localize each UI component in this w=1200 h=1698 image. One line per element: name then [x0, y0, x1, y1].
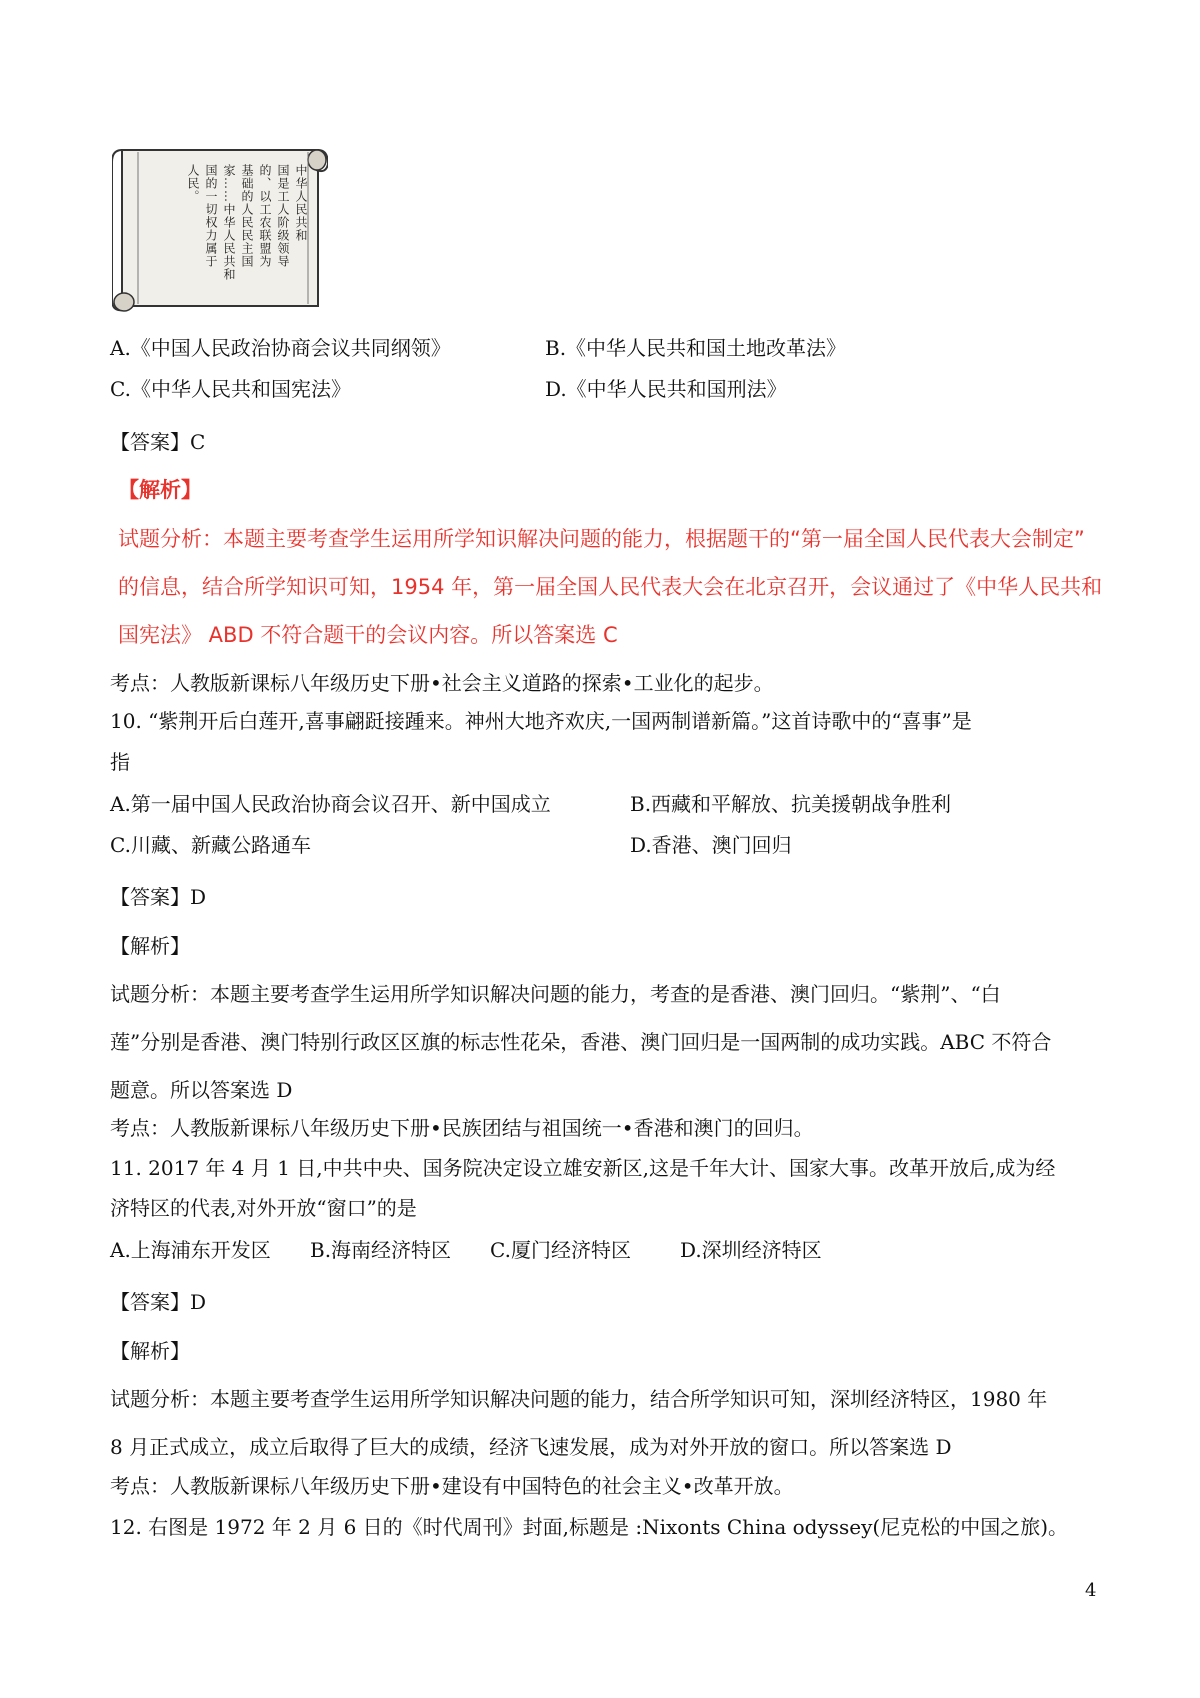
q10-stem: 10. “紫荆开后白莲开,喜事翩跹接踵来。神州大地齐欢庆,一国两制谱新篇。”这首诗歌中的“喜事”是 — [110, 709, 972, 733]
scroll-line: 的、以工农联盟为 — [258, 164, 272, 268]
q10-analysis-line: 莲”分别是香港、澳门特别行政区区旗的标志性花朵，香港、澳门回归是一国两制的成功实践。ABC 不符合 — [110, 1030, 1052, 1054]
scroll-line: 人民。 — [186, 164, 200, 203]
q10-option-a: A.第一届中国人民政治协商会议召开、新中国成立 — [110, 792, 551, 816]
q9-analysis-title: 【解析】 — [118, 478, 202, 502]
constitution-scroll-image — [112, 142, 328, 314]
q9-analysis-line: 的信息，结合所学知识可知，1954 年，第一届全国人民代表大会在北京召开，会议通过了《中华人民共和 — [118, 575, 1103, 599]
scroll-line: 家……中华人民共和 — [222, 164, 236, 281]
q11-stem: 济特区的代表,对外开放“窗口”的是 — [110, 1196, 417, 1220]
page-number: 4 — [1085, 1580, 1097, 1601]
q12-stem: 12. 右图是 1972 年 2 月 6 日的《时代周刊》封面,标题是 :Nixonts China odyssey(尼克松的中国之旅)。 — [110, 1515, 1069, 1539]
q11-option-d: D.深圳经济特区 — [680, 1238, 822, 1262]
scroll-line: 中华人民共和 — [294, 164, 308, 242]
q9-option-b: B.《中华人民共和国土地改革法》 — [545, 336, 847, 360]
q10-analysis-line: 试题分析：本题主要考查学生运用所学知识解决问题的能力，考查的是香港、澳门回归。“紫荆”、“白 — [110, 982, 1001, 1006]
q10-option-c: C.川藏、新藏公路通车 — [110, 833, 311, 857]
q11-stem: 11. 2017 年 4 月 1 日,中共中央、国务院决定设立雄安新区,这是千年大计、国家大事。改革开放后,成为经 — [110, 1156, 1056, 1180]
q10-option-b: B.西藏和平解放、抗美援朝战争胜利 — [630, 792, 952, 816]
q9-answer: 【答案】C — [110, 430, 206, 454]
scroll-line: 基础的人民民主国 — [240, 164, 254, 268]
q11-kaodian: 考点：人教版新课标八年级历史下册•建设有中国特色的社会主义•改革开放。 — [110, 1474, 794, 1498]
q11-option-a: A.上海浦东开发区 — [110, 1238, 271, 1262]
q9-analysis-line: 试题分析：本题主要考查学生运用所学知识解决问题的能力，根据题干的“第一届全国人民代表大会制定” — [118, 527, 1085, 551]
q9-option-c: C.《中华人民共和国宪法》 — [110, 377, 351, 401]
q10-analysis-title: 【解析】 — [110, 934, 190, 958]
q11-analysis-title: 【解析】 — [110, 1339, 190, 1363]
q10-analysis-line: 题意。所以答案选 D — [110, 1078, 293, 1102]
q11-option-c: C.厦门经济特区 — [490, 1238, 631, 1262]
scroll-line: 国的一切权力属于 — [204, 164, 218, 268]
q11-analysis-line: 试题分析：本题主要考查学生运用所学知识解决问题的能力，结合所学知识可知，深圳经济特区，1980 年 — [110, 1387, 1048, 1411]
q11-option-b: B.海南经济特区 — [310, 1238, 452, 1262]
scroll-text — [148, 164, 308, 294]
q10-stem: 指 — [110, 750, 130, 774]
q9-option-d: D.《中华人民共和国刑法》 — [545, 377, 787, 401]
q10-kaodian: 考点：人教版新课标八年级历史下册•民族团结与祖国统一•香港和澳门的回归。 — [110, 1116, 814, 1140]
q11-answer: 【答案】D — [110, 1290, 207, 1314]
q10-option-d: D.香港、澳门回归 — [630, 833, 792, 857]
q10-answer: 【答案】D — [110, 885, 207, 909]
scroll-line: 国是工人阶级领导 — [276, 164, 290, 268]
q9-option-a: A.《中国人民政治协商会议共同纲领》 — [110, 336, 451, 360]
q9-kaodian: 考点：人教版新课标八年级历史下册•社会主义道路的探索•工业化的起步。 — [110, 671, 774, 695]
q11-analysis-line: 8 月正式成立，成立后取得了巨大的成绩，经济飞速发展，成为对外开放的窗口。所以答案选 D — [110, 1435, 952, 1459]
q9-analysis-line: 国宪法》 ABD 不符合题干的会议内容。所以答案选 C — [118, 623, 618, 647]
